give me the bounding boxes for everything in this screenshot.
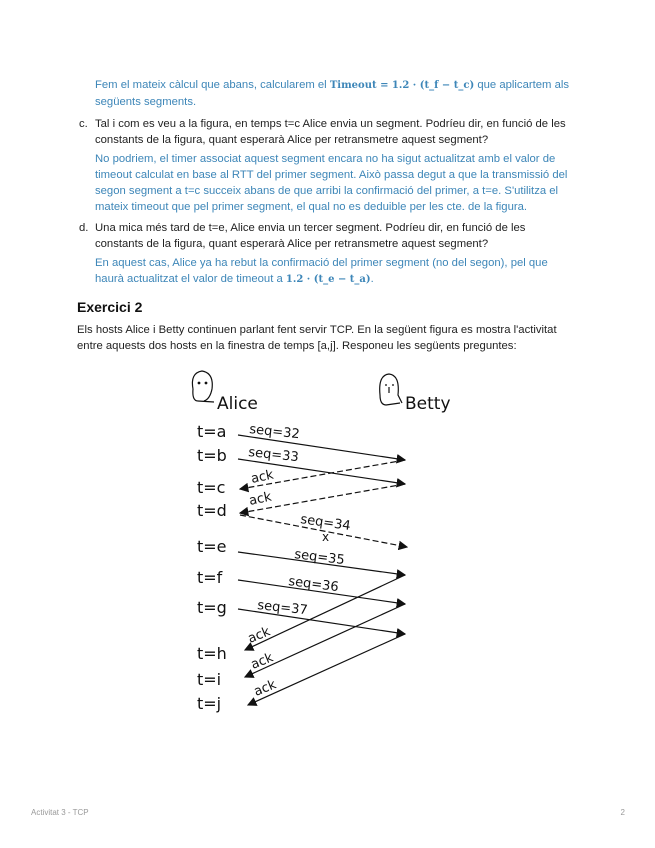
- page-number: 2: [620, 808, 625, 817]
- ack-label: ack: [251, 677, 279, 700]
- item-c-question: Tal i com es veu a la figura, en temps t=c Alice envia un segment. Podríeu dir, en funció de les constants de la figura, quant esperarà Alice per retransmetre aquest segment?: [95, 118, 566, 146]
- segment-label: seq=32: [248, 422, 301, 443]
- time-label: t=j: [197, 694, 222, 713]
- text: que aplicartem als següents segments.: [95, 79, 570, 108]
- timeout-paragraph: [95, 77, 573, 110]
- time-label: t=d: [197, 501, 227, 520]
- segment-label: seq=37: [256, 598, 309, 619]
- betty-face-icon: [380, 374, 402, 405]
- time-label: t=h: [197, 644, 227, 663]
- segment-label: seq=34: [299, 512, 352, 534]
- time-label: t=b: [197, 446, 227, 465]
- text: Fem el mateix càlcul que abans, calcularem el: [95, 79, 330, 91]
- betty-label: Betty: [405, 394, 451, 414]
- item-d-answer: [95, 255, 573, 288]
- ack-label: ack: [245, 624, 273, 647]
- segment-label: seq=33: [247, 445, 300, 466]
- text: .: [370, 273, 374, 285]
- item-d: [79, 220, 573, 288]
- item-d-question: Una mica més tard de t=e, Alice envia un tercer segment. Podríeu dir, en funció de les constants de la figura, quant esperarà Alice per retransmetre aquest segment?: [95, 222, 526, 250]
- exercise-intro: Els hosts Alice i Betty continuen parlant fent servir TCP. En la següent figura es mostra l'activitat entre aquests dos hosts en la finestra de temps [a,j]. Responeu les següents preguntes:: [77, 324, 557, 352]
- footer-title: Activitat 3 - TCP: [31, 808, 89, 817]
- page-content: [0, 77, 655, 717]
- time-labels: [197, 422, 227, 713]
- timeout-formula: Timeout = 1.2 · (t_f − t_c): [329, 80, 475, 91]
- time-label: t=c: [197, 478, 226, 497]
- lost-mark: x: [322, 530, 330, 544]
- alice-label: Alice: [217, 394, 258, 414]
- alice-face-icon: [192, 371, 214, 402]
- exercise-title: Exercici 2: [77, 299, 143, 315]
- tcp-sequence-diagram: [0, 362, 655, 717]
- text: En aquest cas, Alice ya ha rebut la confirmació del primer segment (no del segon), pel que haurà actualitzat el valor de timeout a: [95, 257, 548, 285]
- time-label: t=f: [197, 568, 223, 587]
- time-label: t=e: [197, 537, 227, 556]
- segment-label: seq=36: [287, 574, 340, 596]
- item-c: [79, 116, 573, 215]
- item-d-marker: d.: [79, 222, 89, 234]
- ack-label: ack: [248, 650, 276, 673]
- ack-label: ack: [247, 489, 273, 509]
- ack-label: ack: [249, 467, 275, 487]
- answer-formula: 1.2 · (t_e − t_a): [285, 274, 371, 285]
- segment-label: seq=35: [293, 547, 346, 569]
- item-c-marker: c.: [79, 118, 88, 130]
- time-label: t=g: [197, 598, 227, 617]
- time-label: t=a: [197, 422, 227, 441]
- ack-arrow: [248, 634, 405, 705]
- time-label: t=i: [197, 670, 222, 689]
- item-c-answer: No podriem, el timer associat aquest segment encara no ha sigut actualitzat amb el valor de timeout calculat en base al RTT del primer segment. Això passa degut a que la transmissió del segon segment a t=c succeix abans de que arribi la confirmació del primer, a t=e. S'utilitza el mateix timeout que pel primer segment, el qual no es deduible per les cte. de la figura.: [95, 153, 568, 213]
